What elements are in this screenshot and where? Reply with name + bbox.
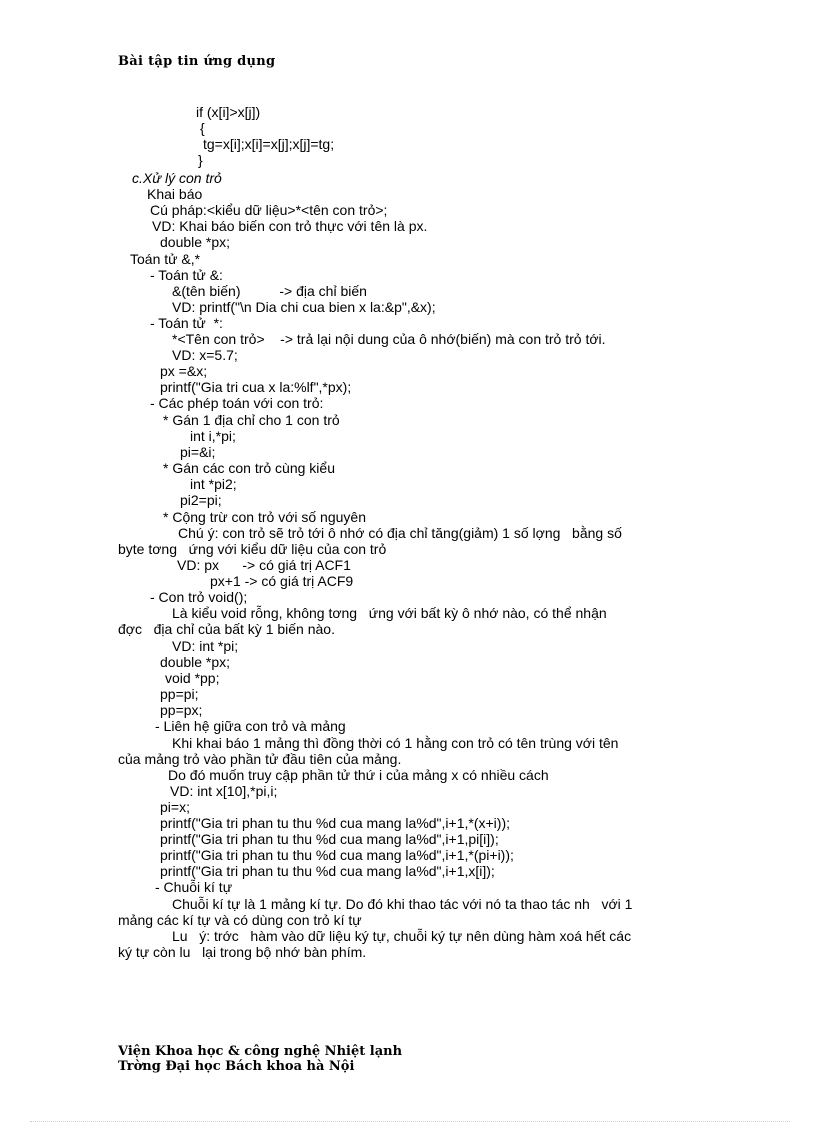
text-line: Lu ý: trớc hàm vào dữ liệu ký tự, chuỗi ký tự nên dùng hàm xoá hết các xyxy=(172,928,632,944)
text-line: VD: Khai báo biến con trỏ thực với tên là px. xyxy=(152,218,428,234)
text-line: * Gán các con trỏ cùng kiểu xyxy=(163,460,335,476)
text-line: { xyxy=(200,120,205,136)
text-line: - Các phép toán với con trỏ: xyxy=(150,395,324,411)
text-line: đợc địa chỉ của bất kỳ 1 biến nào. xyxy=(118,621,335,637)
text-line: Khai báo xyxy=(147,186,203,202)
text-line: printf("Gia tri phan tu thu %d cua mang la%d",i+1,*(pi+i)); xyxy=(160,847,514,863)
text-line: pi=&i; xyxy=(180,444,216,460)
text-line: void *pp; xyxy=(165,670,220,686)
text-line: Là kiểu void rỗng, không tơng ứng với bất kỳ ô nhớ nào, có thể nhận xyxy=(172,605,607,621)
text-line: tg=x[i];x[i]=x[j];x[j]=tg; xyxy=(203,136,335,152)
text-line: VD: printf("\n Dia chi cua bien x la:&p",&x); xyxy=(172,299,436,315)
text-line: VD: int *pi; xyxy=(172,638,239,654)
text-line: } xyxy=(198,152,203,168)
text-line: double *px; xyxy=(160,654,231,670)
text-line: VD: px -> có giá trị ACF1 xyxy=(177,557,351,573)
text-line: printf("Gia tri phan tu thu %d cua mang la%d",i+1,*(x+i)); xyxy=(160,815,510,831)
page-bottom-rule xyxy=(30,1121,790,1122)
text-line: &(tên biến) -> địa chỉ biến xyxy=(172,283,367,299)
text-line: - Liên hệ giữa con trỏ và mảng xyxy=(155,718,346,734)
text-line: pi2=pi; xyxy=(180,492,222,508)
text-line: mảng các kí tự và có dùng con trỏ kí tự xyxy=(118,912,362,928)
text-line: int i,*pi; xyxy=(190,428,236,444)
text-line: - Toán tử &: xyxy=(150,267,223,283)
text-line: * Cộng trừ con trỏ với số nguyên xyxy=(163,509,366,525)
text-line: double *px; xyxy=(160,234,231,250)
text-line: - Con trỏ void(); xyxy=(150,589,248,605)
text-line: px =&x; xyxy=(160,363,208,379)
page-header-title: Bài tập tin ứng dụng xyxy=(118,54,276,69)
text-line: Toán tử &,* xyxy=(130,251,201,267)
footer-university: Trờng Đại học Bách khoa hà Nội xyxy=(118,1059,355,1074)
text-line: * Gán 1 địa chỉ cho 1 con trỏ xyxy=(163,412,340,428)
text-line: int *pi2; xyxy=(190,476,237,492)
text-line: printf("Gia tri phan tu thu %d cua mang la%d",i+1,pi[i]); xyxy=(160,831,499,847)
text-line: c.Xử lý con trỏ xyxy=(132,170,222,186)
text-line: Chuỗi kí tự là 1 mảng kí tự. Do đó khi thao tác với nó ta thao tác nh với 1 xyxy=(172,896,633,912)
text-line: pi=x; xyxy=(160,799,190,815)
text-line: printf("Gia tri phan tu thu %d cua mang la%d",i+1,x[i]); xyxy=(160,863,495,879)
text-line: if (x[i]>x[j]) xyxy=(196,104,261,120)
text-line: VD: int x[10],*pi,i; xyxy=(170,783,278,799)
text-line: Khi khai báo 1 mảng thì đồng thời có 1 hằng con trỏ có tên trùng với tên xyxy=(172,735,619,751)
text-line: VD: x=5.7; xyxy=(172,347,238,363)
text-line: Chú ý: con trỏ sẽ trỏ tới ô nhớ có địa chỉ tăng(giảm) 1 số lợng bằng số xyxy=(178,525,622,541)
text-line: - Toán tử *: xyxy=(150,315,223,331)
text-line: printf("Gia tri cua x la:%lf",*px); xyxy=(160,379,352,395)
footer-institute: Viện Khoa học & công nghệ Nhiệt lạnh xyxy=(118,1044,403,1059)
text-line: byte tơng ứng với kiểu dữ liệu của con trỏ xyxy=(118,541,387,557)
text-line: *<Tên con trỏ> -> trả lại nội dung của ô nhớ(biến) mà con trỏ trỏ tới. xyxy=(172,331,606,347)
text-line: ký tự còn lu lại trong bộ nhớ bàn phím. xyxy=(118,944,367,960)
text-line: của mảng trỏ vào phần tử đầu tiên của mảng. xyxy=(118,751,402,767)
text-line: Do đó muốn truy cập phần tử thứ i của mảng x có nhiều cách xyxy=(168,767,549,783)
text-line: Cú pháp:<kiểu dữ liệu>*<tên con trỏ>; xyxy=(150,202,388,218)
text-line: px+1 -> có giá trị ACF9 xyxy=(210,573,354,589)
text-line: pp=pi; xyxy=(160,686,199,702)
text-line: - Chuỗi kí tự xyxy=(155,879,233,895)
text-line: pp=px; xyxy=(160,702,203,718)
